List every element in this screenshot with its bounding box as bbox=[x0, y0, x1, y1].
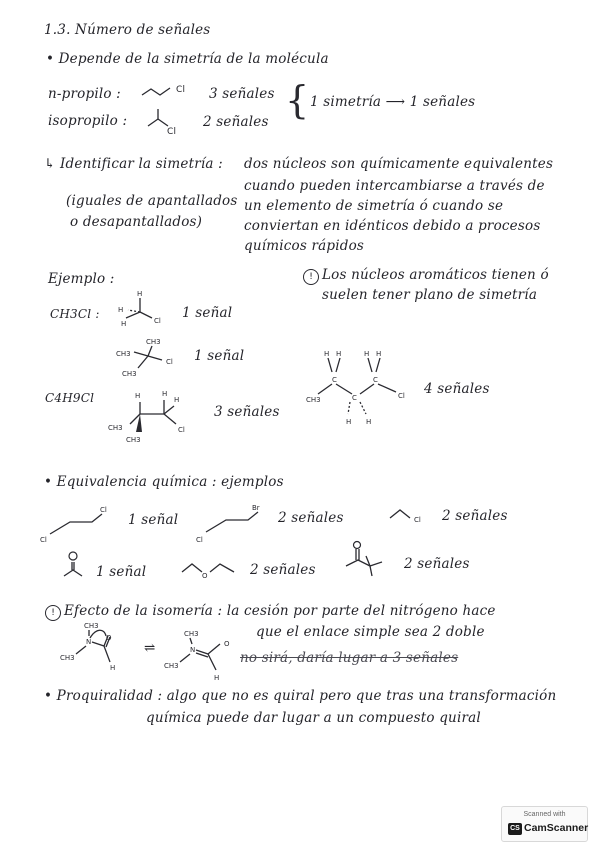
bc-ch3: CH3 bbox=[306, 396, 321, 404]
butyl-chain-signal: 4 señales bbox=[424, 381, 490, 397]
c4-h3: H bbox=[174, 396, 180, 404]
line-depende: • Depende de la simetría de la molécula bbox=[46, 51, 329, 67]
am1-n: N bbox=[86, 638, 92, 646]
ch3cl-structure bbox=[116, 290, 176, 330]
identificar-line-5: químicos rápidos bbox=[244, 238, 365, 254]
am1-ch3-left: CH3 bbox=[60, 654, 75, 662]
bc-h6: H bbox=[366, 418, 372, 426]
c4-ch3-bottom: CH3 bbox=[126, 436, 141, 444]
bc-h4: H bbox=[376, 350, 382, 358]
equivalencia-heading: • Equivalencia química : ejemplos bbox=[44, 474, 284, 490]
eq4-signal: 1 señal bbox=[96, 564, 147, 580]
am2-ch3-top: CH3 bbox=[184, 630, 199, 638]
camscanner-top-text: Scanned with bbox=[523, 811, 566, 818]
tbutylcl-signal: 1 señal bbox=[194, 348, 245, 364]
warning-icon-2: ! bbox=[45, 605, 61, 621]
camscanner-logo-icon: CS bbox=[508, 823, 522, 835]
bromochloroethane-structure bbox=[196, 502, 276, 544]
am1-h: H bbox=[110, 664, 116, 672]
identificar-line-4: conviertan en idénticos debido a procesos bbox=[244, 218, 541, 234]
eq5-signal: 2 señales bbox=[250, 562, 316, 578]
tbutylcl-structure bbox=[112, 334, 192, 380]
c4h9cl-signal: 3 señales bbox=[214, 404, 280, 420]
npropilo-cl: Cl bbox=[176, 85, 186, 95]
identificar-line-1: dos núcleos son químicamente equivalentes bbox=[244, 156, 554, 172]
identificar-line-3: un elemento de simetría ó cuando se bbox=[244, 198, 504, 214]
npropilo-label: n-propilo : bbox=[48, 86, 121, 102]
proquiralidad-line-2: química puede dar lugar a un compuesto quiral bbox=[146, 710, 481, 726]
identificar-side-1: (iguales de apantallados bbox=[66, 193, 238, 209]
eq1-cl-right: Cl bbox=[100, 506, 107, 514]
npropilo-count: 3 señales bbox=[209, 86, 275, 102]
am1-o: O bbox=[106, 634, 112, 642]
ch3cl-h-left: H bbox=[118, 306, 124, 314]
tb-ch3-bottom: CH3 bbox=[122, 370, 137, 378]
ch3cl-h-bottom: H bbox=[121, 320, 127, 328]
eq2-signal: 2 señales bbox=[278, 510, 344, 526]
aromatic-line-2: suelen tener plano de simetría bbox=[322, 287, 538, 303]
c4-ch3-left: CH3 bbox=[108, 424, 123, 432]
am2-ch3-left: CH3 bbox=[164, 662, 179, 670]
ch3cl-cl: Cl bbox=[154, 317, 161, 325]
warning-icon: ! bbox=[303, 269, 319, 285]
ch3cl-h-top: H bbox=[137, 290, 143, 298]
eq1-cl-left: Cl bbox=[40, 536, 47, 544]
ejemplo-label: Ejemplo : bbox=[48, 271, 115, 287]
ch3cl-label: CH3Cl : bbox=[50, 307, 100, 321]
identificar-line-2: cuando pueden intercambiarse a través de bbox=[244, 178, 545, 194]
eq2-br: Br bbox=[252, 504, 260, 512]
am2-o: O bbox=[224, 640, 230, 648]
ch3cl-signal: 1 señal bbox=[182, 305, 233, 321]
proquiralidad-line-1: • Proquiralidad : algo que no es quiral pero que tras una transformación bbox=[44, 688, 557, 704]
struck-note: no sirá, daría lugar a 3 señales bbox=[240, 650, 459, 666]
c4-h2: H bbox=[162, 390, 168, 398]
page-title: 1.3. Número de señales bbox=[44, 22, 211, 38]
tb-ch3-left: CH3 bbox=[116, 350, 131, 358]
bc-c1: C bbox=[332, 376, 337, 384]
butyl-chain-structure bbox=[298, 344, 422, 428]
eq1-signal: 1 señal bbox=[128, 512, 179, 528]
isopropilo-count: 2 señales bbox=[203, 114, 269, 130]
camscanner-badge bbox=[501, 806, 588, 842]
eq3-cl: Cl bbox=[414, 516, 421, 524]
identificar-label: ↳ Identificar la simetría : bbox=[44, 156, 223, 172]
amide-structure-2 bbox=[164, 626, 244, 684]
c4-cl: Cl bbox=[178, 426, 185, 434]
ketone-structure bbox=[344, 540, 394, 580]
bc-h1: H bbox=[324, 350, 330, 358]
eq5-o: O bbox=[202, 572, 208, 580]
aromatic-line-1: Los núcleos aromáticos tienen ó bbox=[322, 267, 549, 283]
bc-c2: C bbox=[373, 376, 378, 384]
eq6-signal: 2 señales bbox=[404, 556, 470, 572]
chloroethane-structure bbox=[388, 506, 428, 526]
c4h9cl-structure bbox=[104, 384, 200, 446]
am1-ch3-top: CH3 bbox=[84, 622, 99, 630]
isomeria-line-2: que el enlace simple sea 2 doble bbox=[256, 624, 485, 640]
amide-structure-1 bbox=[60, 618, 140, 674]
isopropilo-label: isopropilo : bbox=[48, 113, 128, 129]
bc-h5: H bbox=[346, 418, 352, 426]
bc-h3: H bbox=[364, 350, 370, 358]
equilibrium-arrow: ⇌ bbox=[144, 640, 156, 656]
bc-c3: C bbox=[352, 394, 357, 402]
am2-n: N bbox=[190, 646, 196, 654]
eq2-cl: Cl bbox=[196, 536, 203, 544]
c4-h1: H bbox=[135, 392, 141, 400]
acetone-like-structure bbox=[60, 550, 90, 580]
camscanner-name: CamScanner bbox=[524, 822, 589, 834]
ether-structure bbox=[180, 556, 244, 580]
simetria-note: 1 simetría ⟶ 1 señales bbox=[310, 94, 476, 110]
tb-ch3-top: CH3 bbox=[146, 338, 161, 346]
npropyl-structure bbox=[140, 84, 180, 100]
am2-h: H bbox=[214, 674, 220, 682]
identificar-side-2: o desapantallados) bbox=[70, 214, 203, 230]
bc-h2: H bbox=[336, 350, 342, 358]
isopropilo-cl: Cl bbox=[167, 127, 177, 137]
brace: { bbox=[285, 78, 310, 122]
isomeria-line-1: Efecto de la isomería : la cesión por parte del nitrógeno hace bbox=[64, 603, 496, 619]
c4h9cl-label: C4H9Cl bbox=[45, 391, 95, 405]
dichloroethane-structure bbox=[40, 504, 120, 544]
eq3-signal: 2 señales bbox=[442, 508, 508, 524]
bc-cl: Cl bbox=[398, 392, 405, 400]
tb-cl: Cl bbox=[166, 358, 173, 366]
